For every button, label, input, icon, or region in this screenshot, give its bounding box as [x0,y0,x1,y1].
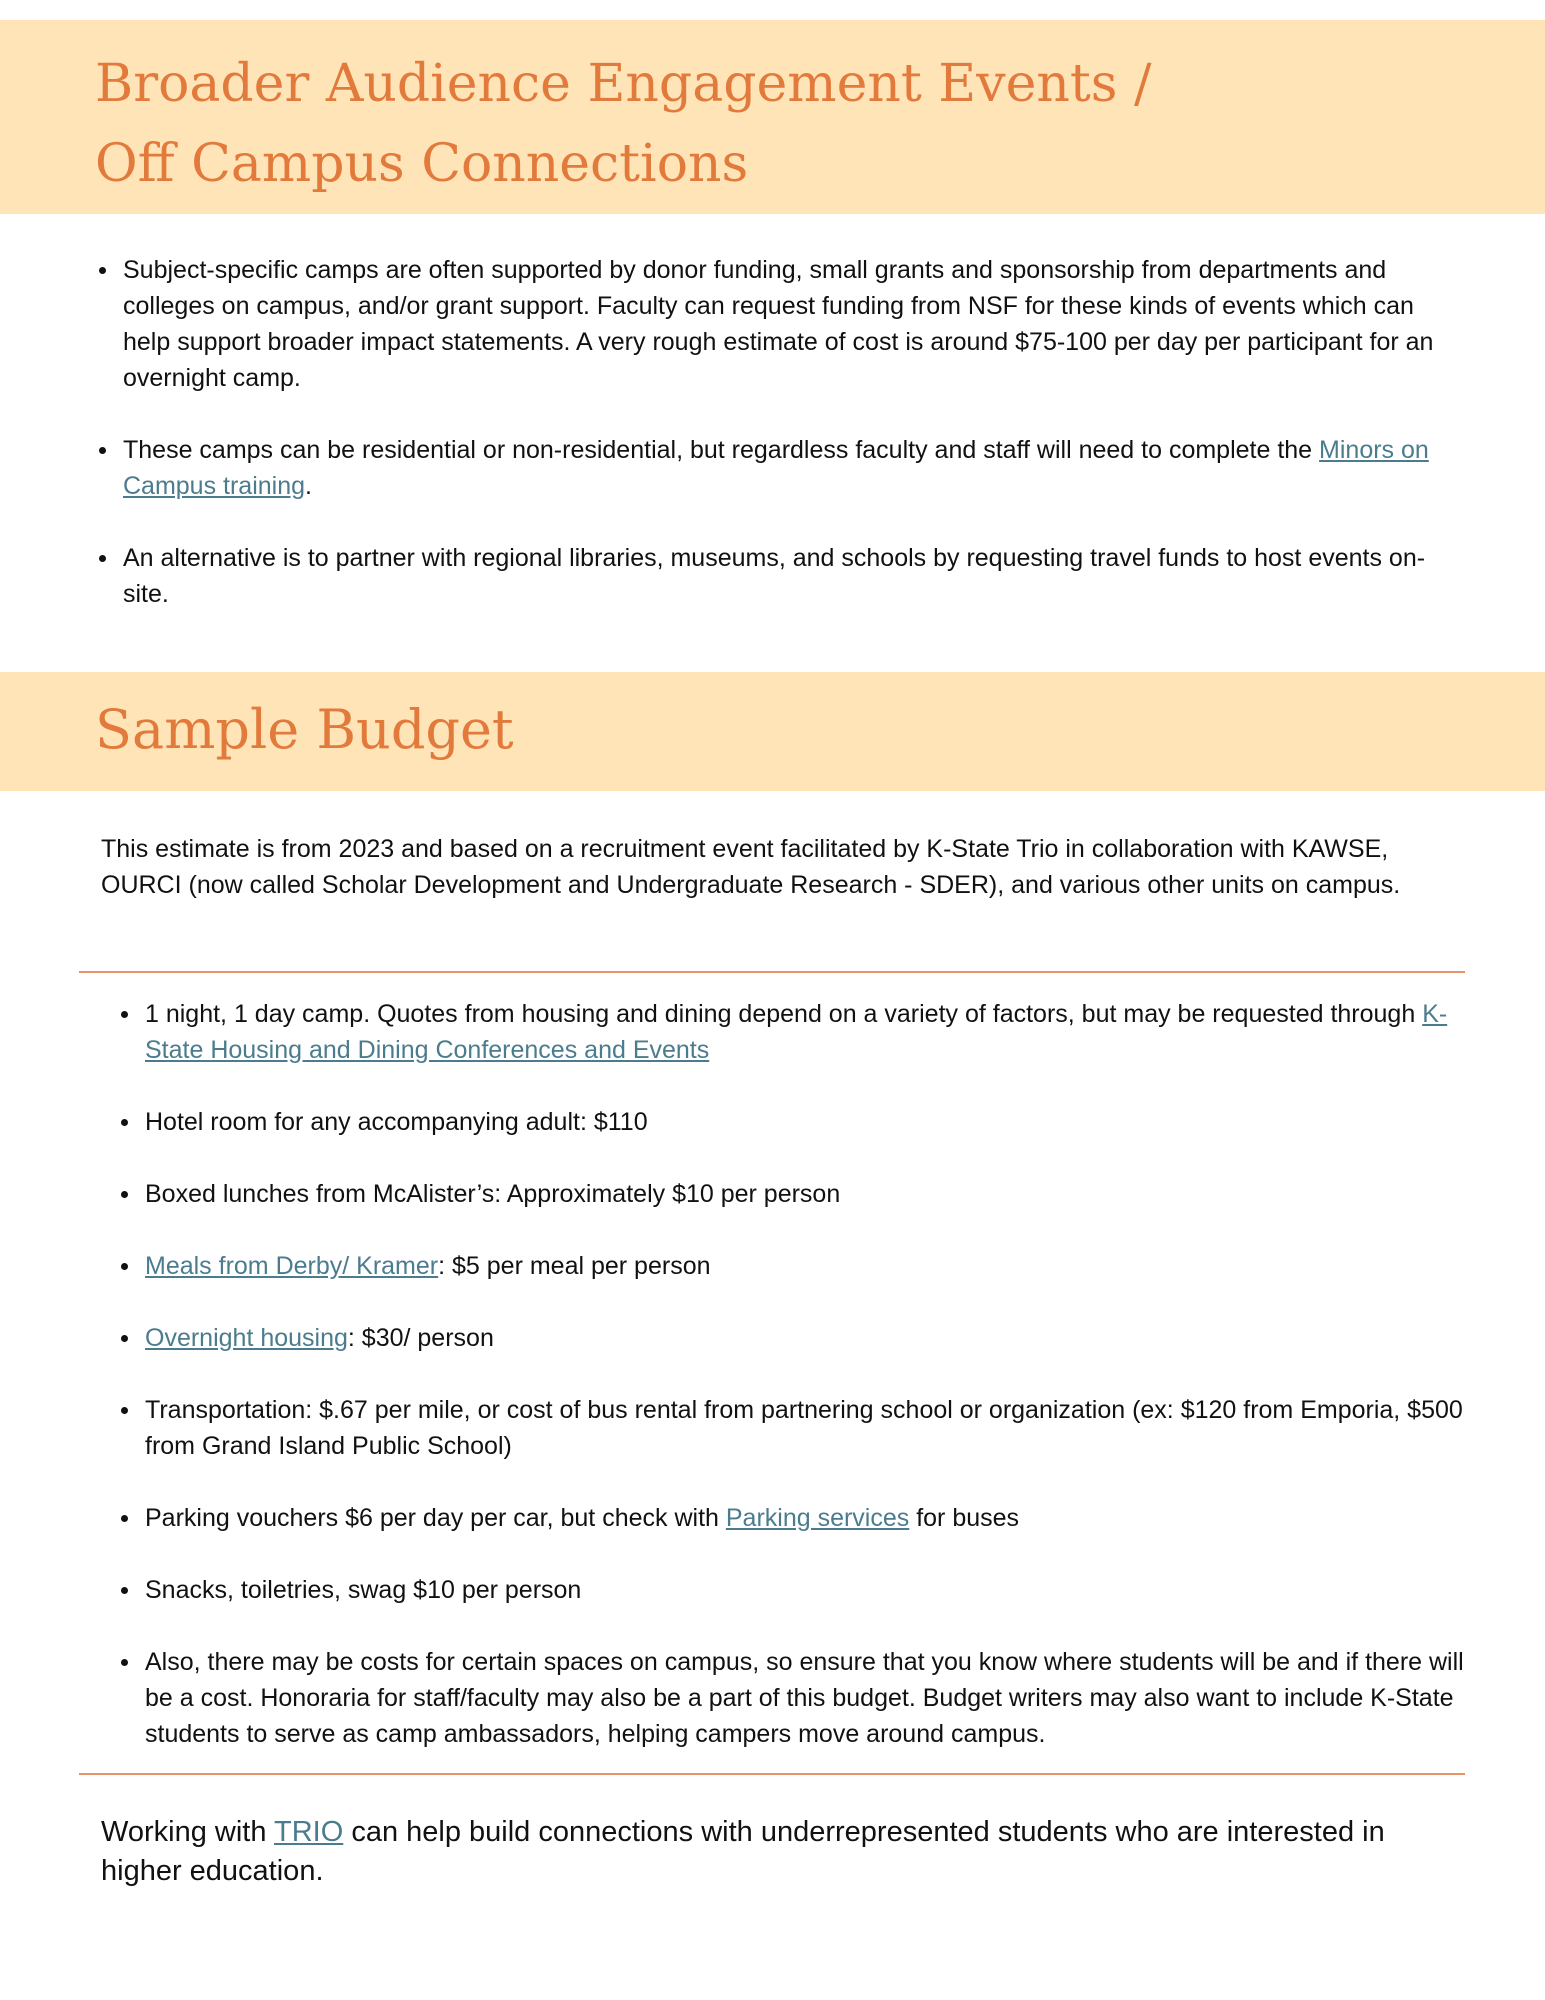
list-item-text: for buses [909,1504,1020,1532]
list-item [145,1320,1465,1356]
closing-text: can help build connections with underrepresented students who are interested in higher education. [101,1816,1385,1887]
list-item [145,1104,1465,1140]
section-header-band [0,672,1545,791]
list-item [123,540,1458,612]
section-title: Sample Budget [95,698,514,761]
parking-services-link[interactable]: Parking services [725,1504,910,1532]
meals-derby-kramer-link[interactable]: Meals from Derby/ Kramer [145,1252,439,1280]
list-item-text: Parking vouchers $6 per day per car, but check with [145,1504,726,1532]
overnight-housing-link[interactable]: Overnight housing [145,1324,348,1352]
section-title-line2: Off Campus Connections [95,134,749,194]
list-item-text: : $30/ person [347,1324,494,1352]
divider [79,1773,1465,1775]
list-item-text: Boxed lunches from McAlister’s: Approximately $10 per person [145,1180,841,1208]
list-item [145,1572,1465,1608]
engagement-bullet-list [123,252,1458,648]
trio-link[interactable]: TRIO [274,1816,344,1848]
minors-on-campus-training-link[interactable]: Minors on Campus training [123,436,1429,500]
section-title [95,44,1152,204]
list-item-text: . [305,472,312,500]
section-title-line1: Broader Audience Engagement Events / [95,54,1152,114]
list-item [145,1392,1465,1464]
list-item [145,1644,1465,1752]
closing-paragraph [101,1813,1461,1891]
list-item-text: An alternative is to partner with regional libraries, museums, and schools by requesting travel funds to host events on-site. [123,544,1426,608]
list-item-text: : $5 per meal per person [438,1252,711,1280]
list-item [145,1500,1465,1536]
list-item-text: Snacks, toiletries, swag $10 per person [145,1576,582,1604]
list-item-text: Also, there may be costs for certain spaces on campus, so ensure that you know where students will be and if there will be a cost. Honoraria for staff/faculty may also be a part of this budget. Budget writers may also want to include K-State students to serve as camp ambassadors, helping campers move around campus. [145,1648,1464,1748]
budget-intro-paragraph: This estimate is from 2023 and based on a recruitment event facilitated by K-State Trio in collaboration with KAWSE, OURCI (now called Scholar Development and Undergraduate Research - SDER), and various other units on campus. [101,835,1401,899]
list-item [145,996,1465,1068]
list-item [145,1248,1465,1284]
list-item-text: Subject-specific camps are often supported by donor funding, small grants and sponsorship from departments and colleges on campus, and/or grant support. Faculty can request funding from NSF for these kinds of events which can help support broader impact statements. A very rough estimate of cost is around $75-100 per day per participant for an overnight camp. [123,256,1434,392]
list-item-text: These camps can be residential or non-residential, but regardless faculty and staff will need to complete the [123,436,1320,464]
list-item [123,252,1458,396]
divider [79,971,1465,973]
section-header-band [0,20,1545,214]
list-item-text: Transportation: $.67 per mile, or cost of bus rental from partnering school or organization (ex: $120 from Emporia, $500 from Grand Island Public School) [145,1396,1463,1460]
list-item [123,432,1458,504]
closing-text: Working with [101,1816,274,1848]
list-item-text: 1 night, 1 day camp. Quotes from housing and dining depend on a variety of factors, but may be requested through [145,1000,1423,1028]
list-item [145,1176,1465,1212]
budget-bullet-list [145,996,1465,1788]
housing-dining-conferences-link[interactable]: K-State Housing and Dining Conferences and Events [145,1000,1448,1064]
list-item-text: Hotel room for any accompanying adult: $110 [145,1108,648,1136]
